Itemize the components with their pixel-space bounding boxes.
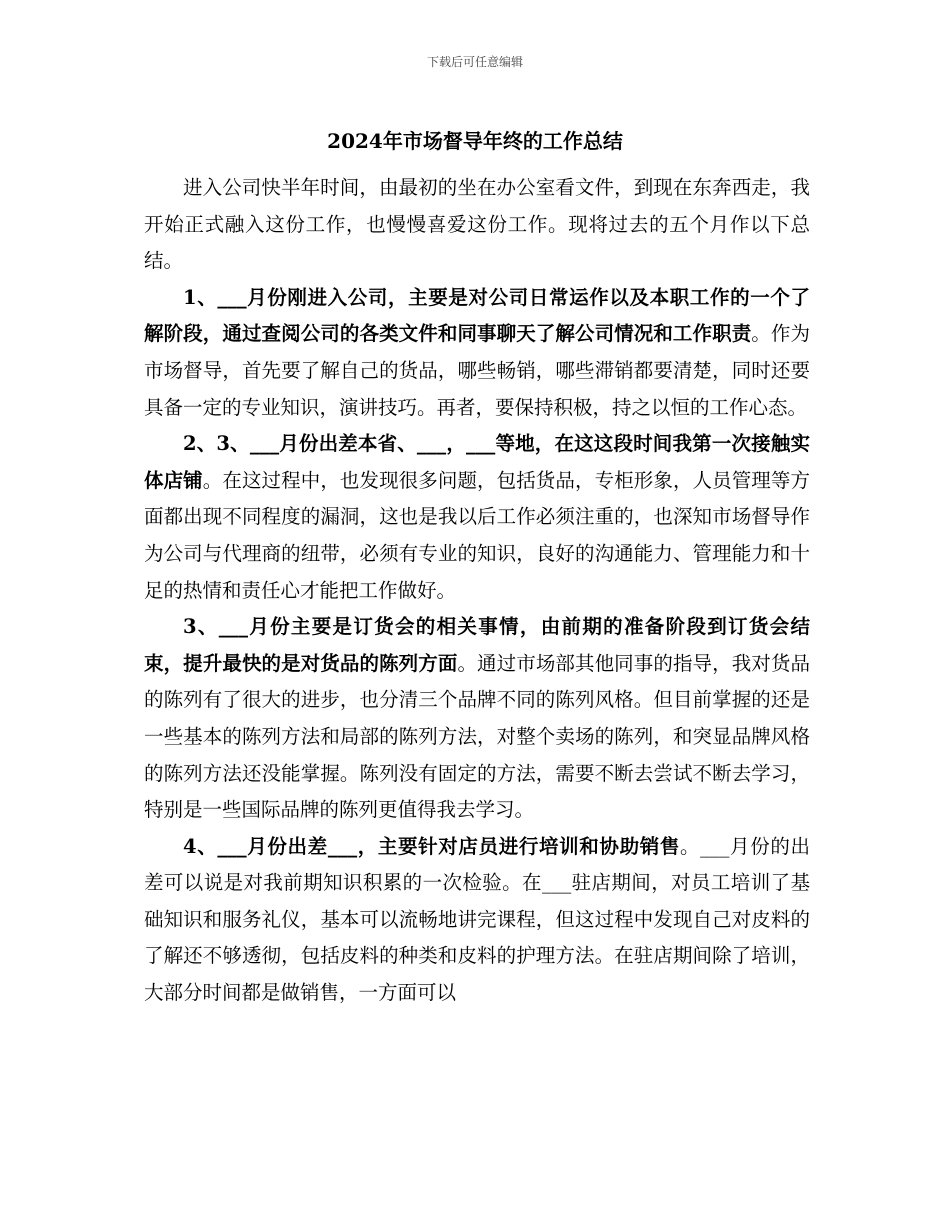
document-title: 2024年市场督导年终的工作总结 [327, 129, 623, 153]
paragraph-bold-lead: 2、3、___月份出差本省、___，___等地，在这这段时间我第一次接触实体店铺 [144, 432, 810, 492]
paragraph-text: 进入公司快半年时间，由最初的坐在办公室看文件，到现在东奔西走，我开始正式融入这份工作，也慢慢喜爱这份工作。现将过去的五个月作以下总结。 [144, 176, 810, 273]
paragraph-item-3 [144, 609, 810, 829]
paragraph-item-2 [144, 426, 810, 609]
paragraph-item-1 [144, 280, 810, 426]
paragraph-intro [144, 170, 810, 280]
paragraph-text: 。作为市场督导，首先要了解自己的货品，哪些畅销，哪些滞销都要清楚，同时还要具备一定的专业知识，演讲技巧。再者，要保持积极，持之以恒的工作心态。 [144, 322, 810, 419]
paragraph-text: 。___月份的出差可以说是对我前期知识积累的一次检验。在___驻店期间，对员工培训了基础知识和服务礼仪，基本可以流畅地讲完课程，但这过程中发现自己对皮料的了解还不够透彻，包括皮料的种类和皮料的护理方法。在驻店期间除了培训，大部分时间都是做销售，一方面可以 [144, 834, 810, 1005]
paragraph-text: 。通过市场部其他同事的指导，我对货品的陈列有了很大的进步，也分清三个品牌不同的陈列风格。但目前掌握的还是一些基本的陈列方法和局部的陈列方法，对整个卖场的陈列，和突显品牌风格的陈列方法还没能掌握。陈列没有固定的方法，需要不断去尝试不断去学习，特别是一些国际品牌的陈列更值得我去学习。 [144, 651, 810, 822]
paragraph-item-4 [144, 829, 810, 1012]
paragraph-bold-lead: 1、___月份刚进入公司，主要是对公司日常运作以及本职工作的一个了解阶段，通过查阅公司的各类文件和同事聊天了解公司情况和工作职责 [144, 285, 810, 346]
paragraph-text: 。在这过程中，也发现很多问题，包括货品，专柜形象，人员管理等方面都出现不同程度的漏洞，这也是我以后工作必须注重的，也深知市场督导作为公司与代理商的纽带，必须有专业的知识，良好的沟通能力、管理能力和十足的热情和责任心才能把工作做好。 [144, 468, 810, 602]
paragraph-bold-lead: 3、___月份主要是订货会的相关事情，由前期的准备阶段到订货会结束，提升最快的是对货品的陈列方面 [144, 615, 810, 675]
document-body [144, 170, 810, 1012]
paragraph-bold-lead: 4、___月份出差___，主要针对店员进行培训和协助销售 [183, 834, 681, 858]
page-header: 下载后可任意编辑 [426, 55, 523, 69]
